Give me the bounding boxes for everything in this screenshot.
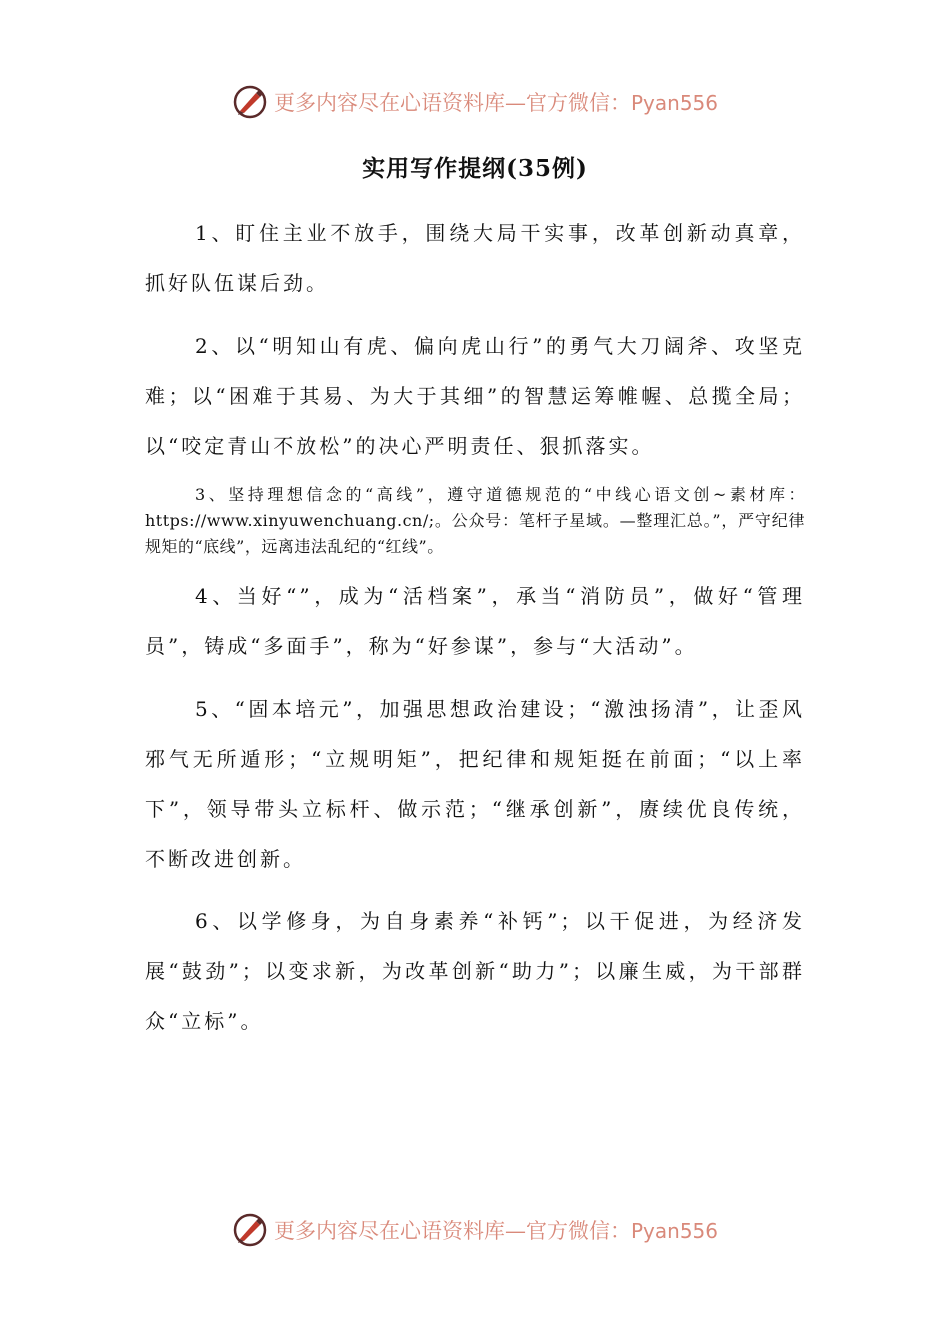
pen-nib-logo-icon [232, 1212, 268, 1248]
paragraph-2: 2、以“明知山有虎、偏向虎山行”的勇气大刀阔斧、攻坚克难；以“困难于其易、为大于其细”的智慧运筹帷幄、总揽全局；以“咬定青山不放松”的决心严明责任、狠抓落实。 [145, 334, 805, 458]
document-title: 实用写作提纲(35例) [362, 155, 588, 182]
header-banner-dash: — [504, 91, 526, 115]
paragraph-3: 3、坚持理想信念的“高线”，遵守道德规范的“中线心语文创~素材库：https://www.xinyuwenchuang.cn/;。公众号：笔杆子星域。—整理汇总。”，严守纪律规矩的“底线”，远离违法乱纪的“红线”。 [145, 485, 805, 556]
header-banner-title: 更多内容尽在心语资料库 [273, 91, 505, 115]
footer-banner-wechat-id: Pyan556 [630, 1219, 718, 1243]
header-banner-wechat-id: Pyan556 [630, 91, 718, 115]
footer-banner-dash: — [504, 1219, 526, 1243]
footer-banner-wechat-label: 官方微信： [525, 1219, 631, 1243]
paragraph-1: 1、盯住主业不放手，围绕大局干实事，改革创新动真章，抓好队伍谋后劲。 [145, 221, 805, 295]
header-banner-wechat-label: 官方微信： [525, 91, 631, 115]
footer-banner-text [274, 1215, 718, 1245]
footer-banner [0, 1208, 950, 1252]
paragraph-6: 6、以学修身，为自身素养“补钙”；以干促进，为经济发展“鼓劲”；以变求新，为改革创新“助力”；以廉生威，为干部群众“立标”。 [145, 909, 805, 1033]
paragraph-4: 4、当好“”，成为“活档案”，承当“消防员”，做好“管理员”，铸成“多面手”，称为“好参谋”，参与“大活动”。 [145, 584, 805, 658]
header-banner-text [274, 87, 718, 117]
pen-nib-logo-icon [232, 84, 268, 120]
paragraph-5: 5、“固本培元”，加强思想政治建设；“激浊扬清”，让歪风邪气无所遁形；“立规明矩”，把纪律和规矩挺在前面；“以上率下”，领导带头立标杆、做示范；“继承创新”，赓续优良传统，不断改进创新。 [145, 697, 805, 871]
header-banner [0, 80, 950, 124]
footer-banner-title: 更多内容尽在心语资料库 [273, 1219, 505, 1243]
